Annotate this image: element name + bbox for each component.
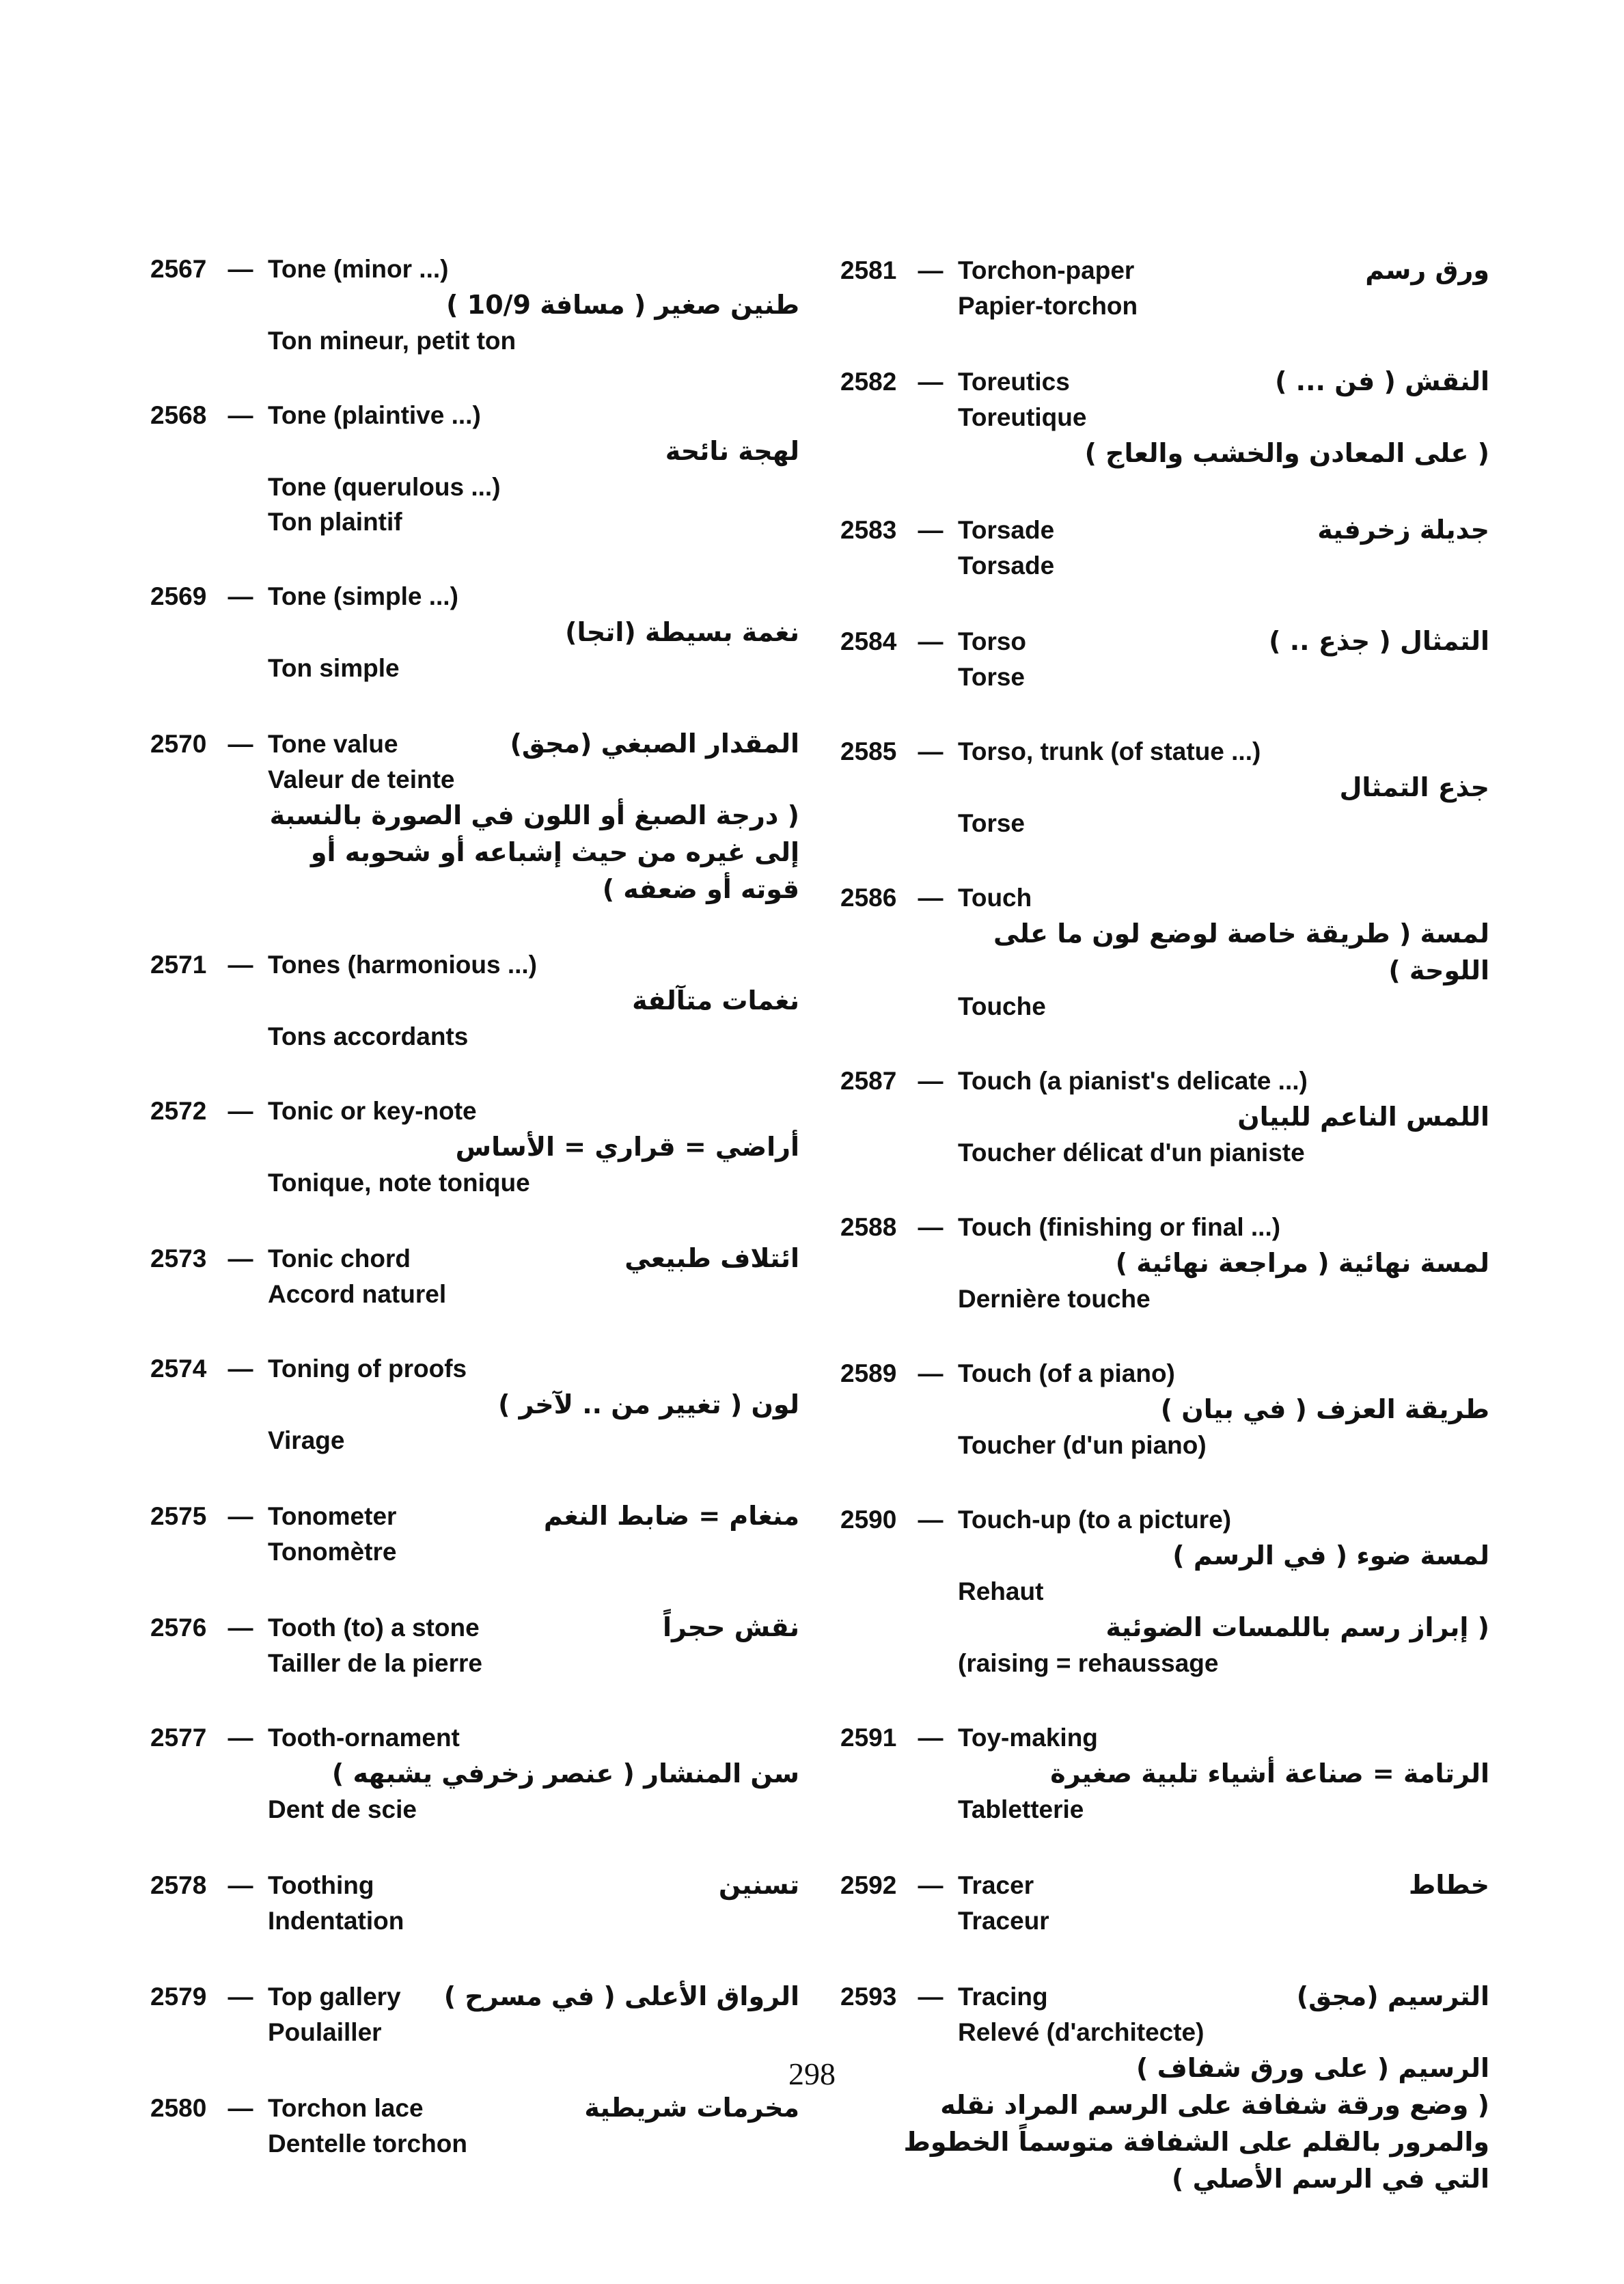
- entry-term: Toy-making: [958, 1724, 1098, 1752]
- entry-2589: 2589 — Touch (of a piano) طريقة العزف ( في بيان ) Toucher (d'un piano): [840, 1356, 1510, 1463]
- french-translation: Toucher délicat d'un pianiste: [958, 1139, 1305, 1167]
- entry-term: Top gallery: [268, 1983, 401, 2011]
- arabic-translation: ورق رسم: [1365, 255, 1489, 285]
- arabic-translation: اللوحة ): [1388, 955, 1489, 985]
- entry-term: Tone value: [268, 730, 398, 758]
- entry-number: 2582: [840, 368, 897, 396]
- french-translation: Tonomètre: [268, 1538, 397, 1566]
- arabic-explanation: ( درجة الصبغ أو اللون في الصورة بالنسبة: [269, 800, 799, 830]
- entry-2572: 2572 — Tonic or key-note أراضي = قراري = الأساس Tonique, note tonique: [150, 1093, 820, 1200]
- arabic-translation: طنين صغير ( مسافة 10/9 ): [446, 290, 799, 320]
- arabic-translation: تسنين: [718, 1870, 799, 1900]
- entry-term: Tracer: [958, 1871, 1034, 1899]
- arabic-translation: جديلة زخرفية: [1317, 515, 1489, 545]
- entry-term: Tracing: [958, 1983, 1048, 2011]
- entry-2574: 2574 — Toning of proofs لون ( تغيير من .. لآخر ) Virage: [150, 1351, 820, 1458]
- entry-number: 2570: [150, 730, 207, 758]
- page-number: 298: [788, 2056, 836, 2091]
- french-translation: Torsade: [958, 552, 1055, 580]
- arabic-explanation: التي في الرسم الأصلي ): [1172, 2164, 1489, 2194]
- entry-number: 2578: [150, 1871, 207, 1899]
- arabic-explanation: والمرور بالقلم على الشفافة متوسماً الخطوط: [903, 2127, 1489, 2157]
- french-translation: Valeur de teinte: [268, 765, 455, 793]
- entry-number: 2580: [150, 2094, 207, 2122]
- arabic-translation: ائتلاف طبيعي: [624, 1243, 799, 1273]
- arabic-translation: منغام = ضابط النغم: [543, 1501, 799, 1531]
- entry-term: Tooth (to) a stone: [268, 1614, 480, 1642]
- entry-term: Touch (a pianist's delicate ...): [958, 1067, 1308, 1095]
- french-translation: Dernière touche: [958, 1285, 1151, 1313]
- arabic-translation: لمسة ( طريقة خاصة لوضع لون ما على: [993, 919, 1489, 949]
- arabic-translation: سن المنشار ( عنصر زخرفي يشبهه ): [331, 1758, 799, 1789]
- entry-term: Tone (plaintive ...): [268, 401, 481, 429]
- entry-term: Touch (of a piano): [958, 1359, 1175, 1387]
- entry-number: 2585: [840, 737, 897, 765]
- synonym-term: Tone (querulous ...): [268, 473, 501, 501]
- arabic-translation: لمسة ضوء ( في الرسم ): [1172, 1540, 1489, 1571]
- entry-2578: 2578 — Toothing تسنين Indentation: [150, 1866, 820, 1938]
- entry-2573: 2573 — Tonic chord ائتلاف طبيعي Accord naturel: [150, 1240, 820, 1311]
- entry-2575: 2575 — Tonometer منغام = ضابط النغم Tonomètre: [150, 1497, 820, 1569]
- arabic-translation: اللمس الناعم للبيان: [1237, 1102, 1489, 1132]
- arabic-explanation: ( على المعادن والخشب والعاج ): [1084, 438, 1489, 468]
- entry-number: 2592: [840, 1871, 897, 1899]
- entry-term: Toning of proofs: [268, 1355, 467, 1383]
- entry-2580: 2580 — Torchon lace مخرمات شريطية Dentelle torchon: [150, 2089, 820, 2161]
- entry-term: Toothing: [268, 1871, 374, 1899]
- french-translation: Indentation: [268, 1907, 404, 1935]
- entry-number: 2576: [150, 1614, 207, 1642]
- entry-term: Touch: [958, 884, 1032, 912]
- entry-2591: 2591 — Toy-making الرتامة = صناعة أشياء تلبية صغيرة Tabletterie: [840, 1720, 1510, 1827]
- left-column: [150, 251, 820, 2201]
- entry-term: Tonic chord: [268, 1245, 411, 1273]
- entry-term: Tonic or key-note: [268, 1097, 477, 1125]
- entry-2569: 2569 — Tone (simple ...) نغمة بسيطة (اتجا) Ton simple: [150, 579, 820, 685]
- french-translation: Dentelle torchon: [268, 2130, 467, 2158]
- french-translation: Poulailler: [268, 2018, 382, 2046]
- entry-number: 2590: [840, 1506, 897, 1534]
- arabic-translation: طريقة العزف ( في بيان ): [1160, 1394, 1489, 1424]
- french-translation: Torse: [958, 663, 1026, 691]
- arabic-explanation: ( إبراز رسم باللمسات الضوئية: [1105, 1612, 1489, 1642]
- french-translation: Rehaut: [958, 1577, 1044, 1605]
- french-translation: Dent de scie: [268, 1795, 417, 1823]
- arabic-translation: الرواق الأعلى ( في مسرح ): [443, 1981, 799, 2011]
- entry-2590: 2590 — Touch-up (to a picture) لمسة ضوء ( في الرسم ) Rehaut ( إبراز رسم باللمسات الضوئية (raising = rehaussage: [840, 1502, 1510, 1681]
- entry-number: 2581: [840, 256, 897, 284]
- entry-2568: 2568 — Tone (plaintive ...) لهجة نائحة Tone (querulous ...) Ton plaintif: [150, 398, 820, 539]
- french-translation: Tailler de la pierre: [268, 1649, 482, 1677]
- entry-term: Tooth-ornament: [268, 1724, 460, 1752]
- entry-term: Tonometer: [268, 1502, 397, 1530]
- french-translation: Traceur: [958, 1907, 1049, 1935]
- entry-2577: 2577 — Tooth-ornament سن المنشار ( عنصر زخرفي يشبهه ) Dent de scie: [150, 1720, 820, 1827]
- entry-number: 2574: [150, 1355, 207, 1383]
- arabic-translation: الرتامة = صناعة أشياء تلبية صغيرة: [1050, 1758, 1489, 1789]
- arabic-translation: لمسة نهائية ( مراجعة نهائية ): [1115, 1248, 1489, 1278]
- french-translation: Toreutique: [958, 403, 1087, 431]
- entry-2583: 2583 — Torsade جديلة زخرفية Torsade: [840, 511, 1510, 583]
- arabic-translation: أراضي = قراري = الأساس: [455, 1132, 799, 1162]
- entry-2582: 2582 — Toreutics النقش ( فن ... ) Toreutique ( على المعادن والخشب والعاج ): [840, 363, 1510, 472]
- entry-term: Tone (simple ...): [268, 582, 458, 610]
- entry-number: 2577: [150, 1724, 207, 1752]
- entry-2571: 2571 — Tones (harmonious ...) نغمات متآلفة Tons accordants: [150, 947, 820, 1054]
- entry-2581: 2581 — Torchon-paper ورق رسم Papier-torchon: [840, 251, 1510, 323]
- entry-2592: 2592 — Tracer خطاط Traceur: [840, 1866, 1510, 1938]
- arabic-translation: خطاط: [1408, 1870, 1489, 1900]
- french-translation: Ton plaintif: [268, 508, 402, 536]
- french-translation: Ton simple: [268, 654, 400, 682]
- french-translation: Ton mineur, petit ton: [268, 327, 517, 355]
- french-translation: Virage: [268, 1426, 345, 1454]
- entry-term: Torsade: [958, 516, 1055, 544]
- right-column: [840, 251, 1510, 2237]
- arabic-translation: النقش ( فن ... ): [1275, 366, 1489, 396]
- entry-number: 2567: [150, 255, 207, 283]
- arabic-translation: التمثال ( جذع .. ): [1269, 626, 1489, 656]
- french-translation: Tons accordants: [268, 1022, 469, 1050]
- french-translation: Tonique, note tonique: [268, 1169, 530, 1197]
- entry-number: 2588: [840, 1213, 897, 1241]
- french-translation: Tabletterie: [958, 1795, 1084, 1823]
- arabic-translation: المقدار الصبغي (مجق): [510, 729, 799, 759]
- entry-number: 2569: [150, 582, 207, 610]
- entry-number: 2593: [840, 1983, 897, 2011]
- entry-2586: 2586 — Touch لمسة ( طريقة خاصة لوضع لون ما على اللوحة ) Touche: [840, 880, 1510, 1024]
- arabic-explanation: ( وضع ورقة شفافة على الرسم المراد نقله: [940, 2090, 1489, 2120]
- entry-number: 2591: [840, 1724, 897, 1752]
- arabic-translation: جذع التمثال: [1339, 772, 1489, 802]
- arabic-translation: مخرمات شريطية: [584, 2093, 799, 2123]
- entry-term: Torso: [958, 627, 1027, 655]
- entry-number: 2586: [840, 884, 897, 912]
- french-translation: Torse: [958, 809, 1026, 837]
- entry-2584: 2584 — Torso التمثال ( جذع .. ) Torse: [840, 623, 1510, 694]
- arabic-translation: نغمات متآلفة: [632, 985, 799, 1016]
- entry-number: 2572: [150, 1097, 207, 1125]
- entry-number: 2589: [840, 1359, 897, 1387]
- entry-term: Touch (finishing or final ...): [958, 1213, 1281, 1241]
- entry-2588: 2588 — Touch (finishing or final ...) لمسة نهائية ( مراجعة نهائية ) Dernière touche: [840, 1210, 1510, 1316]
- entry-number: 2568: [150, 401, 207, 429]
- entry-term: Touch-up (to a picture): [958, 1506, 1232, 1534]
- entry-2576: 2576 — Tooth (to) a stone نقش حجراً Tailler de la pierre: [150, 1609, 820, 1681]
- entry-number: 2575: [150, 1502, 207, 1530]
- arabic-explanation: قوته أو ضعفه ): [602, 874, 799, 904]
- french-translation: Relevé (d'architecte): [958, 2018, 1205, 2046]
- entry-number: 2583: [840, 516, 897, 544]
- entry-2567: 2567 — Tone (minor ...) طنين صغير ( مسافة 10/9 ) Ton mineur, petit ton: [150, 251, 820, 358]
- entry-2570: 2570 — Tone value المقدار الصبغي (مجق) Valeur de teinte ( درجة الصبغ أو اللون في الصورة بالنسبة إلى غيره من حيث إشباعه أو شحوبه أو قوته أو ضعفه ): [150, 725, 820, 908]
- entry-term: Toreutics: [958, 368, 1070, 396]
- arabic-translation: لهجة نائحة: [665, 436, 799, 466]
- entry-term: Torchon-paper: [958, 256, 1135, 284]
- arabic-translation: لون ( تغيير من .. لآخر ): [498, 1389, 799, 1419]
- entry-term: Tone (minor ...): [268, 255, 449, 283]
- arabic-translation: نغمة بسيطة (اتجا): [565, 617, 799, 647]
- entry-2585: 2585 — Torso, trunk (of statue ...) جذع التمثال Torse: [840, 734, 1510, 841]
- entry-number: 2579: [150, 1983, 207, 2011]
- french-translation: Touche: [958, 992, 1046, 1020]
- french-note: (raising = rehaussage: [958, 1649, 1219, 1677]
- entry-term: Tones (harmonious ...): [268, 951, 537, 979]
- arabic-translation: الترسيم (مجق): [1296, 1981, 1489, 2011]
- french-translation: Toucher (d'un piano): [958, 1431, 1207, 1459]
- french-translation: Papier-torchon: [958, 292, 1138, 320]
- entry-2593: 2593 — Tracing الترسيم (مجق) Relevé (d'architecte) الرسيم ( على ورق شفاف ) ( وضع ورقة شفافة على الرسم المراد نقله والمرور بالقلم على الشفافة متوسماً الخطوط التي في الرسم الأصلي ): [840, 1978, 1510, 2197]
- entry-number: 2573: [150, 1245, 207, 1273]
- entry-number: 2587: [840, 1067, 897, 1095]
- entry-term: Torso, trunk (of statue ...): [958, 737, 1261, 765]
- entry-number: 2584: [840, 627, 897, 655]
- arabic-translation: نقش حجراً: [662, 1612, 799, 1642]
- arabic-explanation: الرسيم ( على ورق شفاف ): [1136, 2053, 1489, 2083]
- french-translation: Accord naturel: [268, 1280, 447, 1308]
- entry-2587: 2587 — Touch (a pianist's delicate ...) اللمس الناعم للبيان Toucher délicat d'un pianiste: [840, 1063, 1510, 1170]
- entry-number: 2571: [150, 951, 207, 979]
- arabic-explanation: إلى غيره من حيث إشباعه أو شحوبه أو: [310, 837, 799, 867]
- entry-term: Torchon lace: [268, 2094, 424, 2122]
- entry-2579: 2579 — Top gallery الرواق الأعلى ( في مسرح ) Poulailler: [150, 1978, 820, 2050]
